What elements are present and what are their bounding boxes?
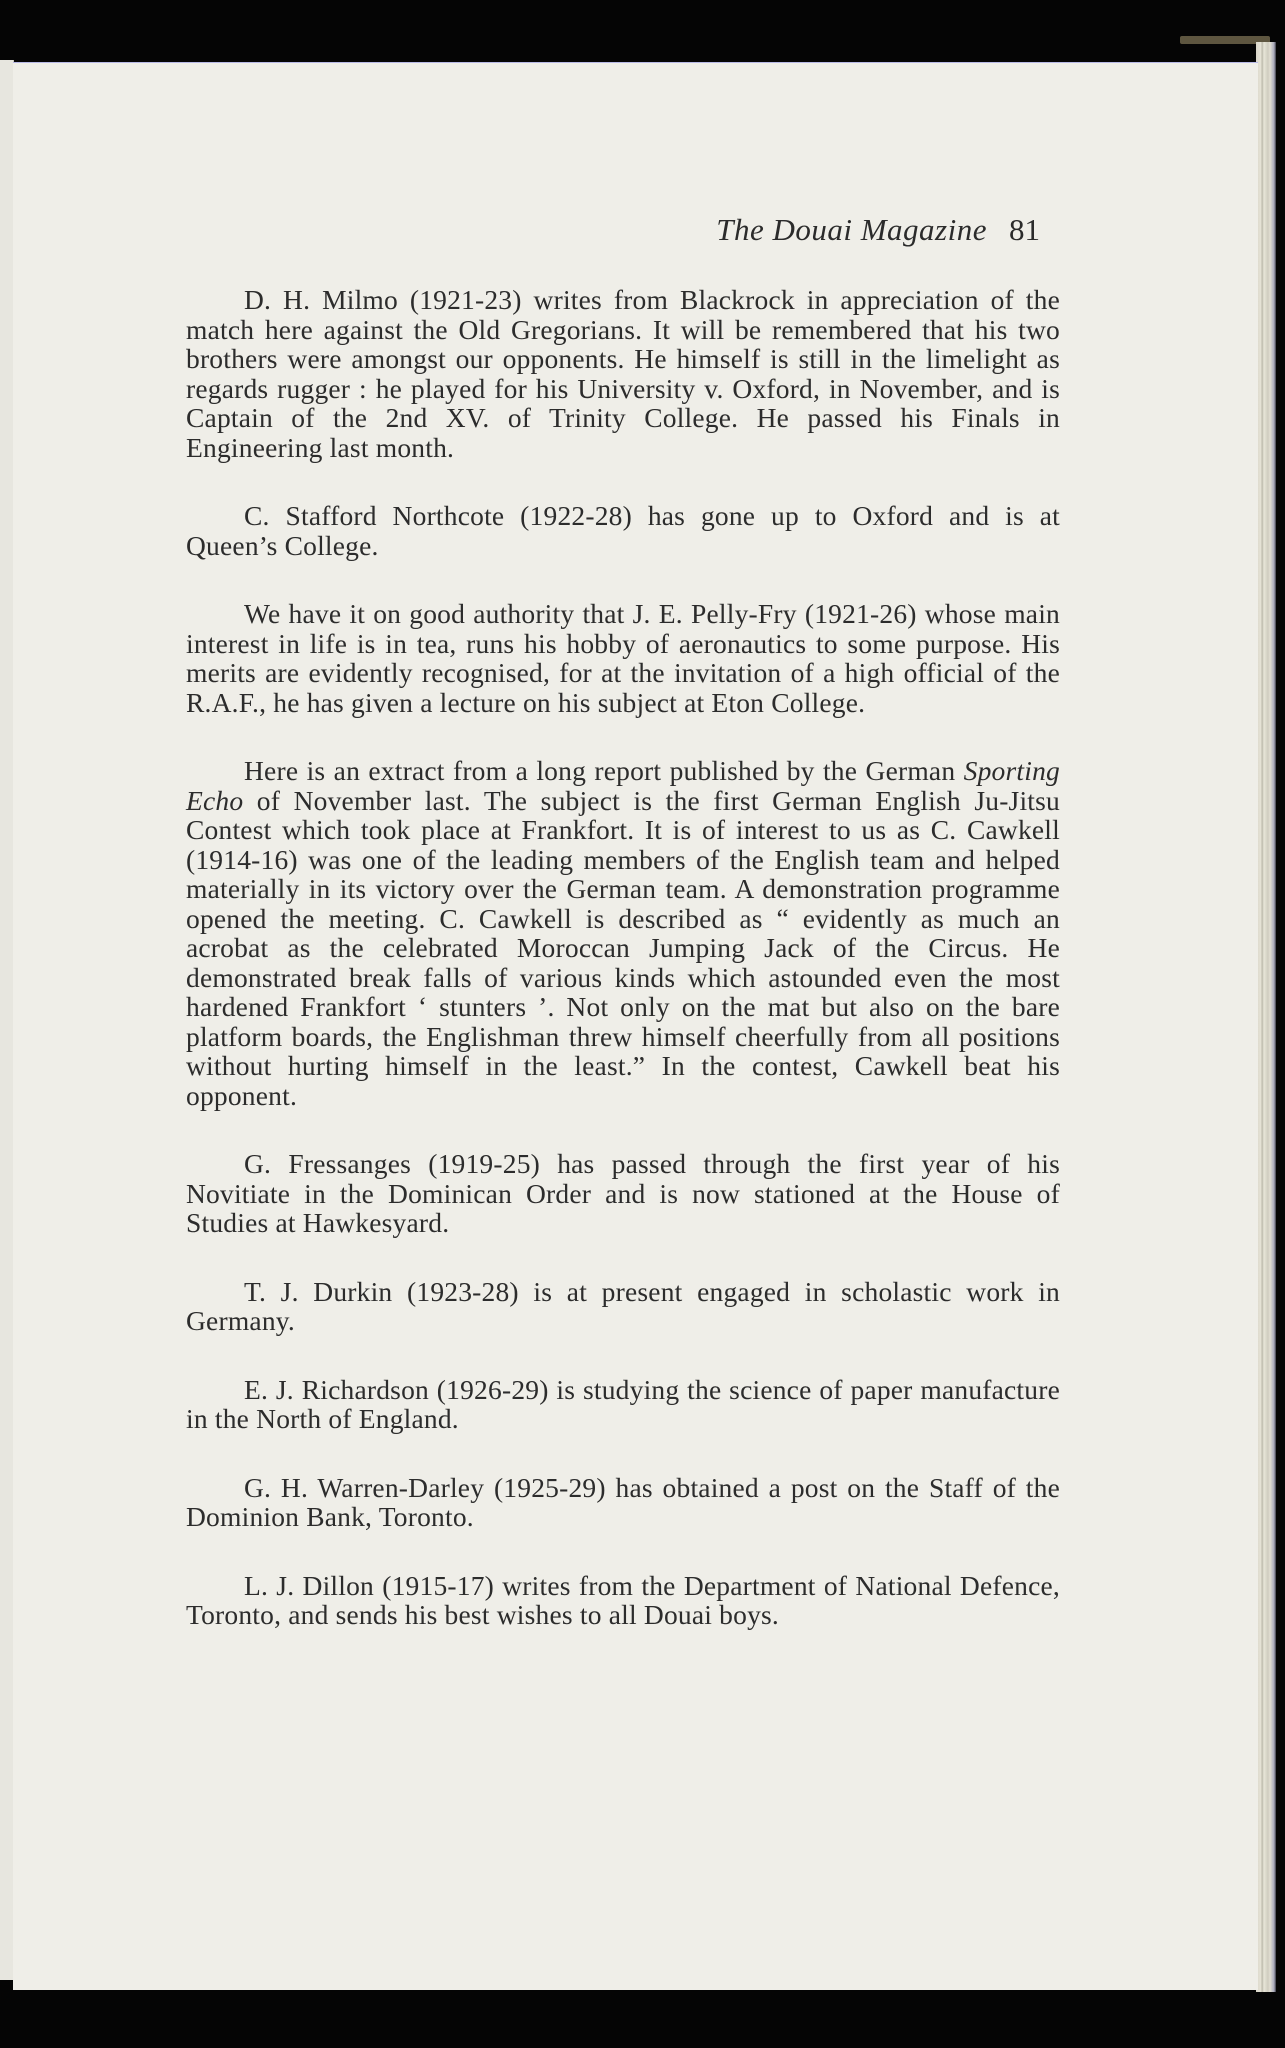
paragraph-dillon: L. J. Dillon (1915-17) writes from the Department of National Defence, Toronto, and sends his best wishes to all Douai boys. [186, 1569, 1060, 1630]
paragraph-cawkell-rest: of November last. The subject is the first German English Ju-Jitsu Contest which took place at Frankfort. It is of interest to us as C. Cawkell (1914-16) was one of the leading members of the English team and helped materially in its victory over the German team. A demonstration programme opened the meeting. C. Cawkell is described as “ evidently as much an acrobat as the celebrated Moroccan Jumping Jack of the Circus. He demonstrated break falls of various kinds which astounded even the most hardened Frankfort ‘ stunters ’. Not only on the mat but also on the bare platform boards, the Englishman threw himself cheerfully from all positions without hurting himself in the least.” In the contest, Cawkell beat his opponent. [186, 784, 1060, 1111]
running-head [560, 212, 1040, 248]
paragraph-cawkell [186, 756, 1060, 1110]
paragraph-richardson: E. J. Richardson (1926-29) is studying the science of paper manufacture in the North of England. [186, 1373, 1060, 1434]
paragraph-durkin: T. J. Durkin (1923-28) is at present engaged in scholastic work in Germany. [186, 1275, 1060, 1336]
text-column [186, 285, 1060, 1630]
magazine-title: The Douai Magazine [716, 212, 987, 247]
page-stack-edge [1256, 42, 1276, 1992]
paragraph-warren-darley: G. H. Warren-Darley (1925-29) has obtained a post on the Staff of the Dominion Bank, Toronto. [186, 1471, 1060, 1532]
newspaper-title: Sporting Echo [186, 755, 1060, 816]
paragraph-fressanges: G. Fressanges (1919-25) has passed through the first year of his Novitiate in the Dominican Order and is now stationed at the House of Studies at Hawkesyard. [186, 1148, 1060, 1238]
previous-page-edge [0, 60, 14, 1980]
paragraph-northcote: C. Stafford Northcote (1922-28) has gone up to Oxford and is at Queen’s College. [186, 500, 1060, 561]
paragraph-milmo: D. H. Milmo (1921-23) writes from Blackrock in appreciation of the match here against the Old Gregorians. It will be remembered that his two brothers were amongst our opponents. He himself is still in the limelight as regards rugger : he played for his University v. Oxford, in November, and is Captain of the 2nd XV. of Trinity College. He passed his Finals in Engineering last month. [186, 284, 1060, 463]
paragraph-cawkell-lead: Here is an extract from a long report published by the German [244, 755, 964, 786]
paragraph-pelly-fry: We have it on good authority that J. E. Pelly-Fry (1921-26) whose main interest in life is in tea, runs his hobby of aeronautics to some purpose. His merits are evidently recognised, for at the invitation of a high official of the R.A.F., he has given a lecture on his subject at Eton College. [186, 598, 1060, 718]
page-number: 81 [1009, 212, 1040, 247]
